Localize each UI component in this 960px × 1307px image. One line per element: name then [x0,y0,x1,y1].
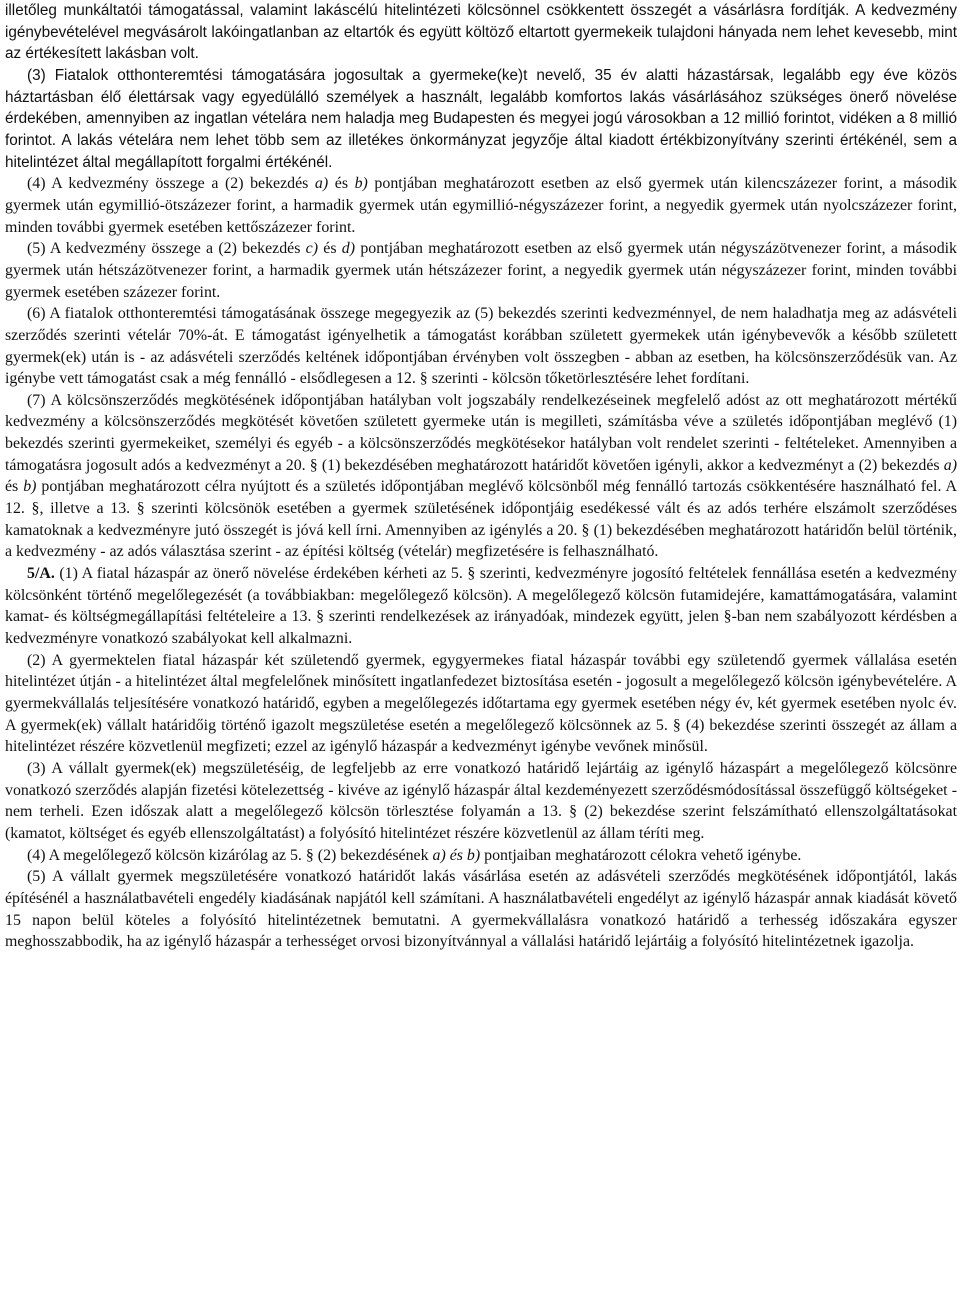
text-run: pontjában meghatározott esetben az első gyermek után négyszázötvenezer forint, a második gyermek után hétszázötvenezer forint, a harmadik gyermek után hétszázezer forint, a negyedik gyermek után négyszázezer forint, minden további gyermek esetében százezer forint. [5,240,957,301]
text-run: A kedvezmény igénybevételével megvásárolt lakóingatlanban az eltartók és együtt költöző eltartott gyermekeik tulajdoni hányada nem lehet kevesebb, mint az értékesített lakásban volt. [5,2,958,63]
text-run: (4) A megelőlegező kölcsön kizárólag az 5. § (2) bekezdésének [27,846,433,864]
paragraph-7 [5,390,957,563]
point-ref: a) [314,175,329,193]
text-run: pontjában meghatározott célra nyújtott és a születés időpontjában meglévő kölcsönből még fennálló tartozás csökkentésére használható fel. A 12. §, illetve a 13. § szerinti kölcsönök esetében a gyermek születésének időpontjáig esedékessé vált és az adós terhére elszámolt szerződéses kamatoknak a kedvezményre jutó összegét is jóvá kell írni. Amennyiben az igénylés a 20. § (1) bekezdésében meghatározott határidőn belül történik, a kedvezmény - az adós választása szerint - az építési költség (vételár) megfizetésére is felhasználható. [5,478,957,561]
paragraph-3: (3) Fiatalok otthonteremtési támogatására jogosultak a gyermeke(ke)t nevelő, 35 év alatti házastársak, legalább egy éve közös háztartásban élő élettársak vagy egyedülálló személyek a használt, legalább komfortos lakás vásárlásához szükséges önerő növelése érdekében, amennyiben az ingatlan vételára nem haladja meg Budapesten és megyei jogú városokban a 12 millió forintot, vidéken a 8 millió forintot. A lakás vételára nem lehet több sem az illetékes önkormányzat jegyzője által kiadott értékbizonyítvány szerinti értékénél, sem a hitelintézet által megállapított forgalmi értékénél. [5,66,957,171]
paragraph-continuation [5,0,957,65]
text-run: illetőleg munkáltatói támogatással, valamint lakáscélú hitelintézeti kölcsönnel csökkentett összegét a vásárlásra fordítják. [5,2,850,19]
point-ref: b) [23,478,37,496]
section-5a-paragraph-5: (5) A vállalt gyermek megszületésére vonatkozó határidőt lakás vásárlása esetén az adásvételi szerződés megkötésének időpontjától, lakás építésénél a használatbavételi engedély kiadásának napjától kell számítani. A használatbavételi engedélyt az igénylő házaspár annak kiadását követő 15 napon belül köteles a folyósító hitelintézetnek bemutatni. A gyermekvállalásra vonatkozó határidő a terhesség időszakára egyszer meghosszabbodik, ha az igénylő házaspár a terhességet orvosi bizonyítvánnyal a vállalási határidő lejártáig a folyósító hitelintézetnek igazolja. [5,868,957,951]
section-5a-paragraph-4 [5,845,957,867]
text-run: (5) A kedvezmény összege a (2) bekezdés [27,240,306,258]
text-run: (7) A kölcsönszerződés megkötésének időpontjában hatályban volt jogszabály rendelkezéseinek megfelelő adóst az ott meghatározott mértékű kedvezmény a kölcsönszerződés megkötését követően született gyermeke után is megilleti, számításba véve a születés időpontjában meglévő (1) bekezdés szerinti gyermekeiket, személyi és egyéb - a kölcsönszerződés megkötésekor hatályban volt rendelet szerinti - feltételeket. Amennyiben a támogatásra jogosult adós a kedvezményt a 20. § (1) bekezdésében meghatározott határidőt követően igényli, akkor a kedvezményt a (2) bekezdés [5,391,957,474]
text-run: pontjaiban meghatározott célokra vehető igénybe. [480,846,802,864]
text-run: és [318,240,342,258]
section-label: 5/A. [27,565,55,583]
point-ref: d) [341,240,356,258]
paragraph-5 [5,238,957,303]
section-5a-paragraph-1 [5,563,957,650]
text-run: (1) A fiatal házaspár az önerő növelése érdekében kérheti az 5. § szerinti, kedvezményre jogosító feltételek fennállása esetén a kedvezmény kölcsönként történő megelőlegezését (a továbbiakban: megelőlegező kölcsön). A megelőlegező kölcsön futamidejére, kamattámogatására, valamint kamat- és költségmegállapítási feltételeire a 13. § szerinti rendelkezések az irányadóak, mindezek együtt, jelen §-ban nem szabályozott kérdésben a kedvezményre vonatkozó szabályokat kell alkalmazni. [5,565,957,648]
text-run: (4) A kedvezmény összege a (2) bekezdés [27,175,315,193]
point-ref: a) és b) [432,846,481,864]
text-run: pontjában meghatározott esetben az első gyermek után kilencszázezer forint, a második gyermek után egymillió-ötszázezer forint, a harmadik gyermek után egymillió-négyszázezer forint, a negyedik gyermek után nyolcszázezer forint, minden további gyermek esetében kettőszázezer forint. [5,175,957,236]
point-ref: c) [305,240,319,258]
section-5a-paragraph-2: (2) A gyermektelen fiatal házaspár két születendő gyermek, egygyermekes fiatal házaspár további egy születendő gyermek vállalása esetén hitelintézet útján - a hitelintézet által megfelelőnek minősített ingatlanfedezet biztosítása esetén - jogosult a megelőlegező kölcsön igénybevételére. A gyermekvállalás teljesítésére vonatkozó határidő, egyben a megelőlegezés időtartama egy gyermek esetében négy év, két gyermek esetében nyolc év. A gyermek(ek) vállalt határidőig történő igazolt megszületése esetén a megelőlegező kölcsönnek az 5. § (4) bekezdése szerinti összegét az állam a hitelintézet részére közvetlenül megfizeti; ezzel az igénylő házaspár a kedvezményt igénybe vevőnek minősül. [5,651,957,756]
text-run: és [328,175,355,193]
paragraph-6: (6) A fiatalok otthonteremtési támogatásának összege megegyezik az (5) bekezdés szerinti kedvezménnyel, de nem haladhatja meg az adásvételi szerződés szerinti vételár 70%-át. E támogatást igényelhetik a támogatást korábban született gyermekek után igénybevevők a később született gyermek(ek) után is - az adásvételi szerződés keltének időpontjában érvényben volt összegben - abban az esetben, ha kölcsönszerződésük van. Az igénybe vett támogatást csak a még fennálló - elsődlegesen a 12. § szerinti - kölcsön tőketörlesztésére lehet fordítani. [5,305,957,388]
section-5a-paragraph-3: (3) A vállalt gyermek(ek) megszületéséig, de legfeljebb az erre vonatkozó határidő lejártáig az igénylő házaspárt a megelőlegező kölcsönre vonatkozó szerződés alapján fizetési kötelezettség - kivéve az igénylő házaspár által kezdeményezett szerződésmódosítással összefüggő költségeket - nem terheli. Ezen időszak alatt a megelőlegező kölcsön törlesztése folyamán a 13. § (2) bekezdése szerint felszámítható ellenszolgáltatásokat (kamatot, költséget és egyéb ellenszolgáltatást) a folyósító hitelintézet részére közvetlenül az állam téríti meg. [5,759,957,842]
text-run: és [5,478,24,496]
paragraph-4 [5,173,957,238]
point-ref: a) [943,456,957,474]
point-ref: b) [354,175,368,193]
